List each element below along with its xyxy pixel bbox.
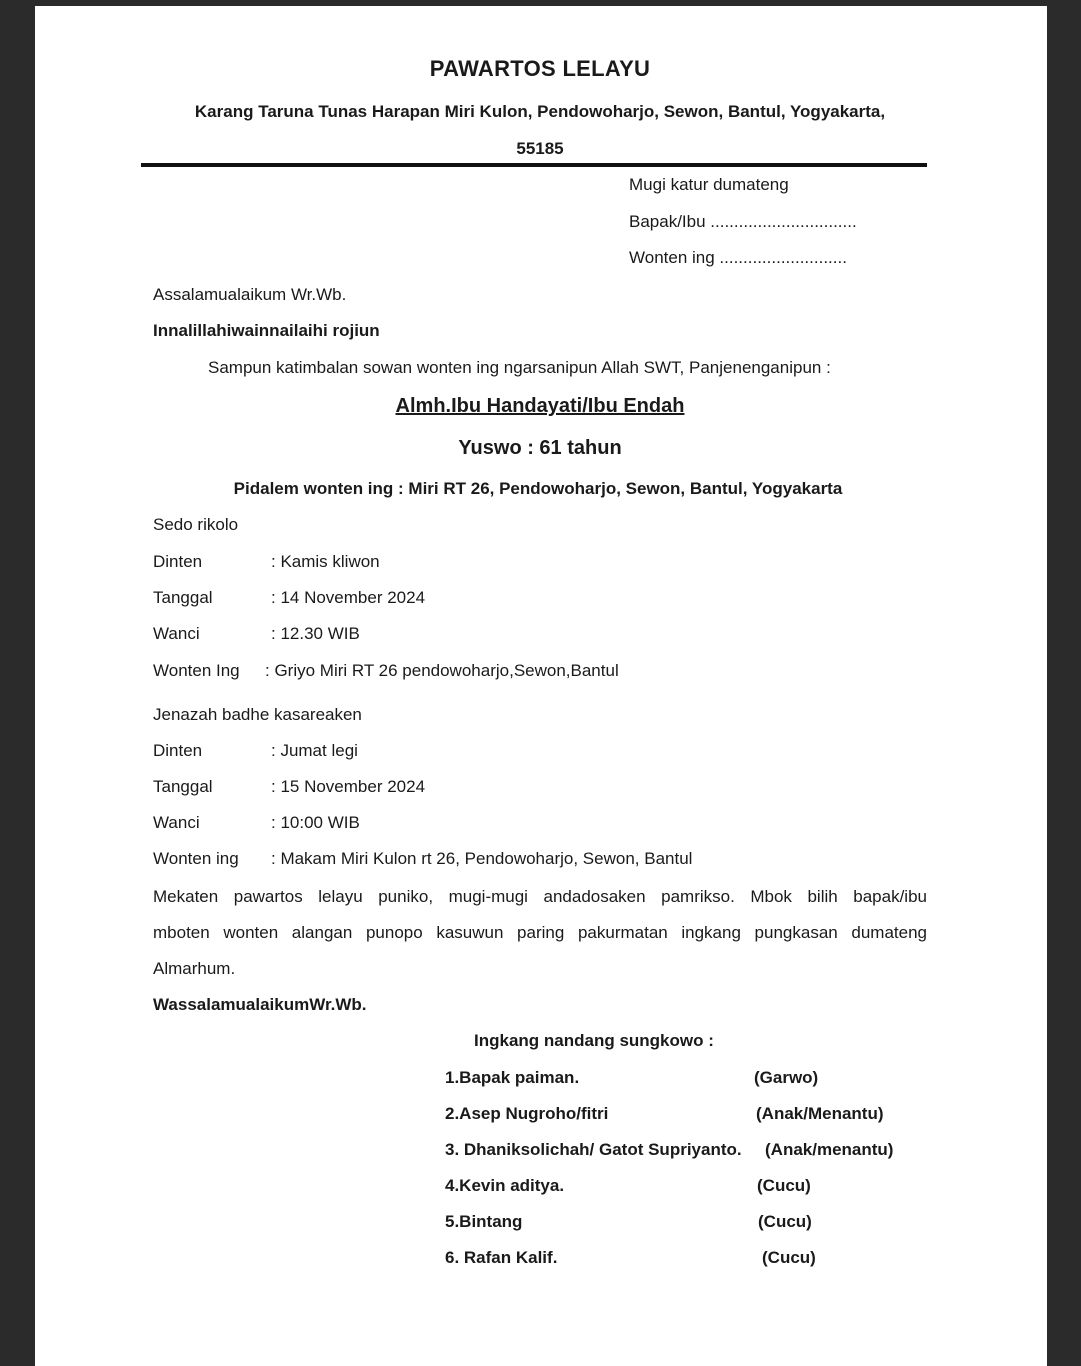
family-member-relation: (Anak/Menantu) bbox=[756, 1104, 884, 1123]
death-date-label: Tanggal bbox=[153, 588, 213, 607]
address-recipient-name: Bapak/Ibu ............................... bbox=[629, 212, 857, 231]
organization-postal-code: 55185 bbox=[516, 139, 564, 158]
family-member-name: 3. Dhaniksolichah/ Gatot Supriyanto. bbox=[445, 1140, 742, 1159]
family-member-relation: (Garwo) bbox=[754, 1068, 819, 1087]
burial-time-value: : 10:00 WIB bbox=[271, 813, 360, 832]
greeting: Assalamualaikum Wr.Wb. bbox=[153, 285, 347, 304]
closing-paragraph-line-3: Almarhum. bbox=[153, 959, 236, 978]
document-page bbox=[35, 6, 1047, 1366]
death-section-heading: Sedo rikolo bbox=[153, 515, 239, 534]
family-member-relation: (Cucu) bbox=[757, 1176, 811, 1195]
closing-paragraph-line-1: Mekaten pawartos lelayu puniko, mugi-mugi andadosaken pamrikso. Mbok bilih bapak/ibu bbox=[153, 887, 927, 906]
family-member-name: 2.Asep Nugroho/fitri bbox=[445, 1104, 609, 1123]
deceased-age: Yuswo : 61 tahun bbox=[458, 437, 622, 459]
closing-paragraph-line-2: mboten wonten alangan punopo kasuwun paring pakurmatan ingkang pungkasan dumateng bbox=[153, 923, 927, 942]
condolence-phrase: Innalillahiwainnailaihi rojiun bbox=[153, 321, 380, 340]
burial-time-label: Wanci bbox=[153, 813, 200, 832]
family-member-name: 4.Kevin aditya. bbox=[445, 1176, 565, 1195]
family-member-name: 6. Rafan Kalif. bbox=[445, 1248, 558, 1267]
death-place-label: Wonten Ing bbox=[153, 661, 240, 680]
burial-day-label: Dinten bbox=[153, 741, 203, 760]
burial-place-label: Wonten ing bbox=[153, 849, 239, 868]
burial-place-value: : Makam Miri Kulon rt 26, Pendowoharjo, Sewon, Bantul bbox=[271, 849, 693, 868]
deceased-name: Almh.Ibu Handayati/Ibu Endah bbox=[395, 395, 685, 417]
deceased-residence: Pidalem wonten ing : Miri RT 26, Pendowoharjo, Sewon, Bantul, Yogyakarta bbox=[233, 479, 843, 498]
death-date-value: : 14 November 2024 bbox=[271, 588, 426, 607]
announcement-text: Sampun katimbalan sowan wonten ing ngarsanipun Allah SWT, Panjenenganipun : bbox=[208, 358, 831, 377]
header-divider bbox=[141, 163, 927, 167]
document-title: PAWARTOS LELAYU bbox=[429, 56, 651, 81]
death-time-value: : 12.30 WIB bbox=[271, 624, 360, 643]
death-place-value: : Griyo Miri RT 26 pendowoharjo,Sewon,Bantul bbox=[265, 661, 619, 680]
death-day-value: : Kamis kliwon bbox=[271, 552, 380, 571]
address-recipient-location: Wonten ing ........................... bbox=[629, 248, 847, 267]
death-time-label: Wanci bbox=[153, 624, 200, 643]
organization-line-1: Karang Taruna Tunas Harapan Miri Kulon, Pendowoharjo, Sewon, Bantul, Yogyakarta, bbox=[194, 102, 886, 121]
address-recipient-intro: Mugi katur dumateng bbox=[629, 175, 789, 194]
closing-paragraph bbox=[153, 879, 927, 987]
family-member-name: 1.Bapak paiman. bbox=[445, 1068, 580, 1087]
burial-section-heading: Jenazah badhe kasareaken bbox=[153, 705, 362, 724]
family-member-relation: (Cucu) bbox=[758, 1212, 812, 1231]
burial-date-value: : 15 November 2024 bbox=[271, 777, 426, 796]
burial-date-label: Tanggal bbox=[153, 777, 213, 796]
burial-day-value: : Jumat legi bbox=[271, 741, 358, 760]
family-member-name: 5.Bintang bbox=[445, 1212, 523, 1231]
family-heading: Ingkang nandang sungkowo : bbox=[474, 1031, 714, 1050]
family-member-relation: (Anak/menantu) bbox=[765, 1140, 894, 1159]
family-member-relation: (Cucu) bbox=[762, 1248, 816, 1267]
closing-salutation: WassalamualaikumWr.Wb. bbox=[153, 995, 367, 1014]
death-day-label: Dinten bbox=[153, 552, 203, 571]
